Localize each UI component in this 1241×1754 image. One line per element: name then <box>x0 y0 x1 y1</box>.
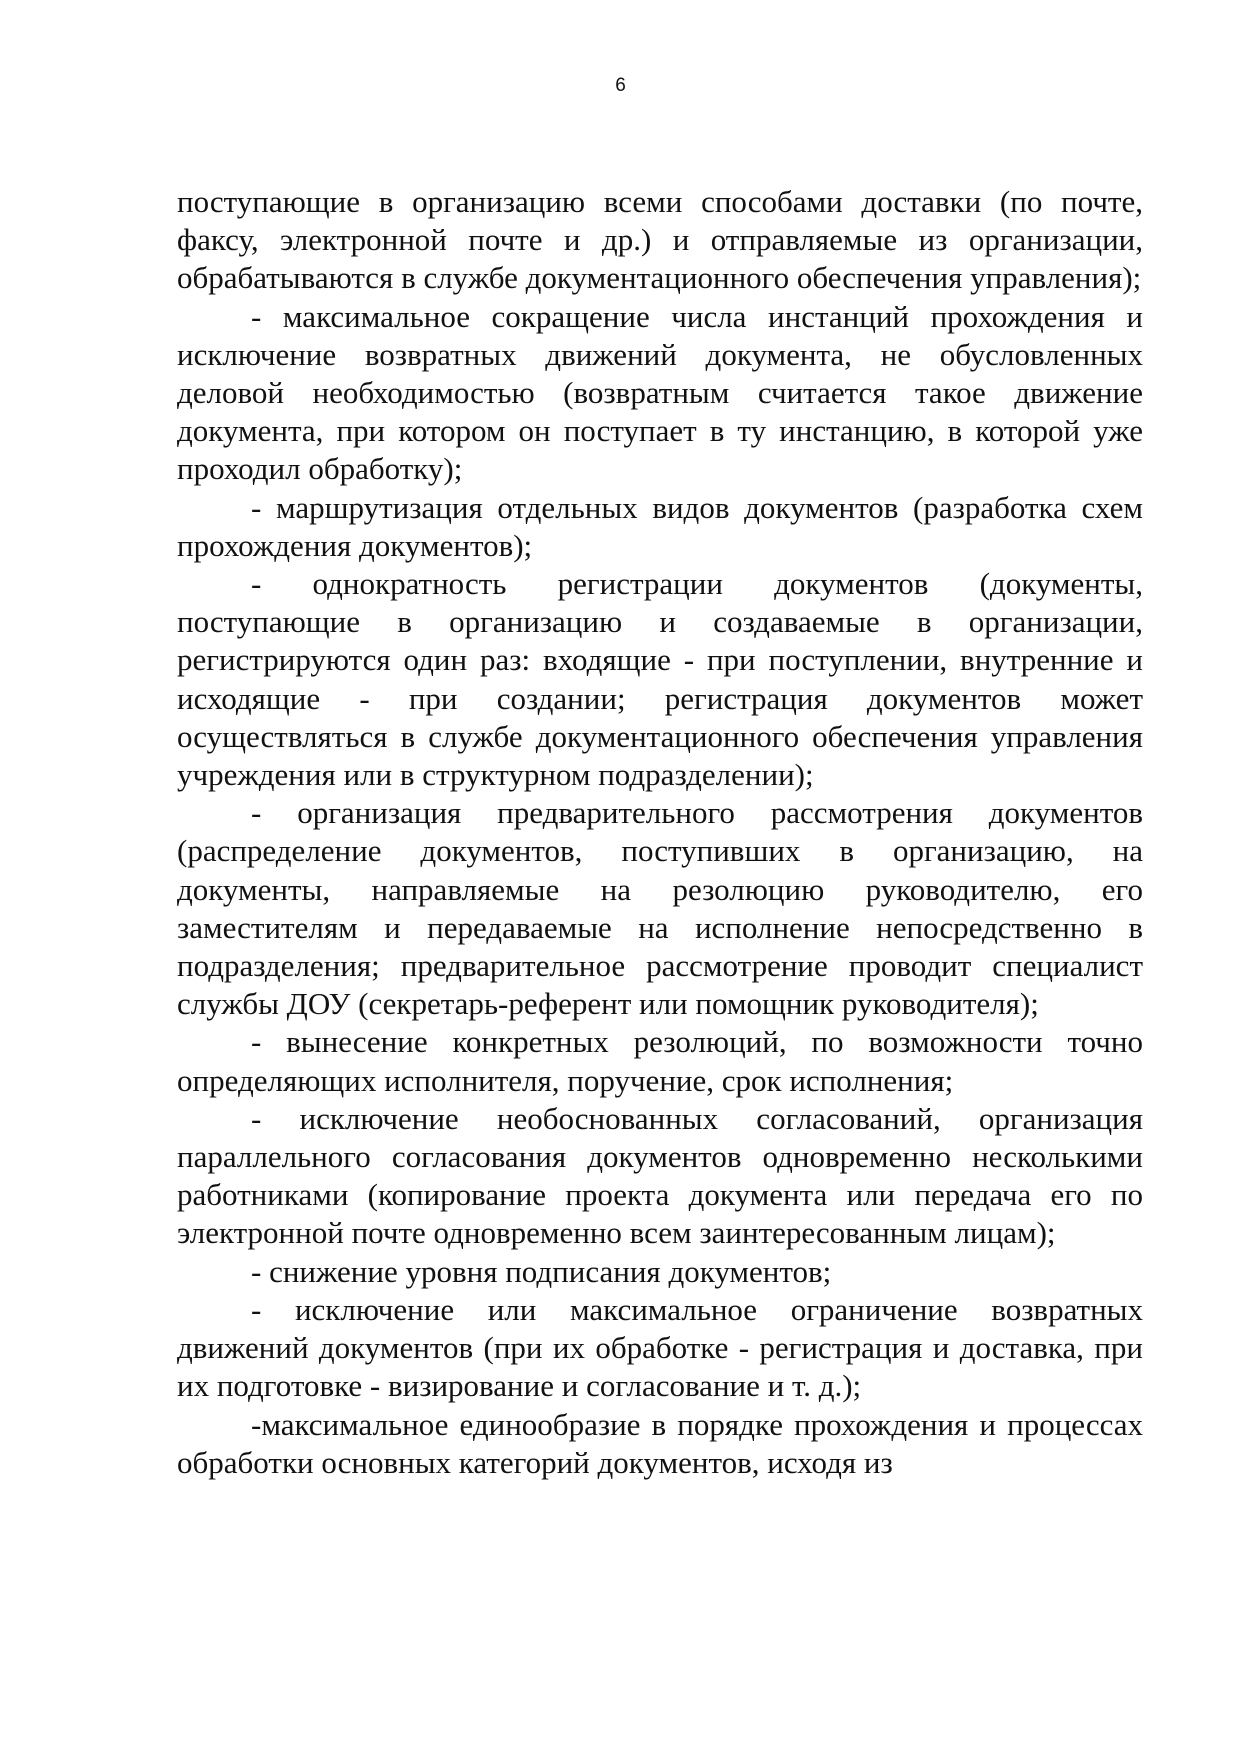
list-item-single-registration: - однократность регистрации документов (документы, поступающие в организацию и создаваемые в организации, регистрируются один раз: входящие - при поступлении, внутренние и исходящие - при создании; регистрация документов может осуществляться в службе документационного обеспечения управления учреждения или в структурном подразделении); <box>177 566 1143 793</box>
page-number: 6 <box>615 75 626 96</box>
paragraph-continuation: поступающие в организацию всеми способами доставки (по почте, факсу, электронной почте и др.) и отправляемые из организации, обрабатываются в службе документационного обеспечения управления); <box>177 184 1143 296</box>
list-item-parallel-approval: - исключение необоснованных согласований, организация параллельного согласования документов одновременно несколькими работниками (копирование проекта документа или передача его по электронной почте одновременно всем заинтересованным лицам); <box>177 1100 1143 1251</box>
document-body <box>177 183 1143 1482</box>
list-item-routing: - маршрутизация отдельных видов документов (разработка схем прохождения документов); <box>177 489 1143 563</box>
list-item-return-movements: - исключение или максимальное ограничение возвратных движений документов (при их обработке - регистрация и доставка, при их подготовке - визирование и согласование и т. д.); <box>177 1291 1143 1404</box>
list-item-reduce-instances: - максимальное сокращение числа инстанций прохождения и исключение возвратных движений документа, не обусловленных деловой необходимостью (возвратным считается такое движение документа, при котором он поступает в ту инстанцию, в которой уже проходил обработку); <box>177 298 1143 487</box>
list-item-preliminary-review: - организация предварительного рассмотрения документов (распределение документов, поступивших в организацию, на документы, направляемые на резолюцию руководителю, его заместителям и передаваемые на исполнение непосредственно в подразделения; предварительное рассмотрение проводит специалист службы ДОУ (секретарь-референт или помощник руководителя); <box>177 795 1143 1022</box>
list-item-uniformity: -максимальное единообразие в порядке прохождения и процессах обработки основных категорий документов, исходя из <box>177 1406 1143 1480</box>
list-item-specific-resolutions: - вынесение конкретных резолюций, по возможности точно определяющих исполнителя, поручение, срок исполнения; <box>177 1024 1143 1098</box>
list-item-signing-level: - снижение уровня подписания документов; <box>251 1253 832 1289</box>
